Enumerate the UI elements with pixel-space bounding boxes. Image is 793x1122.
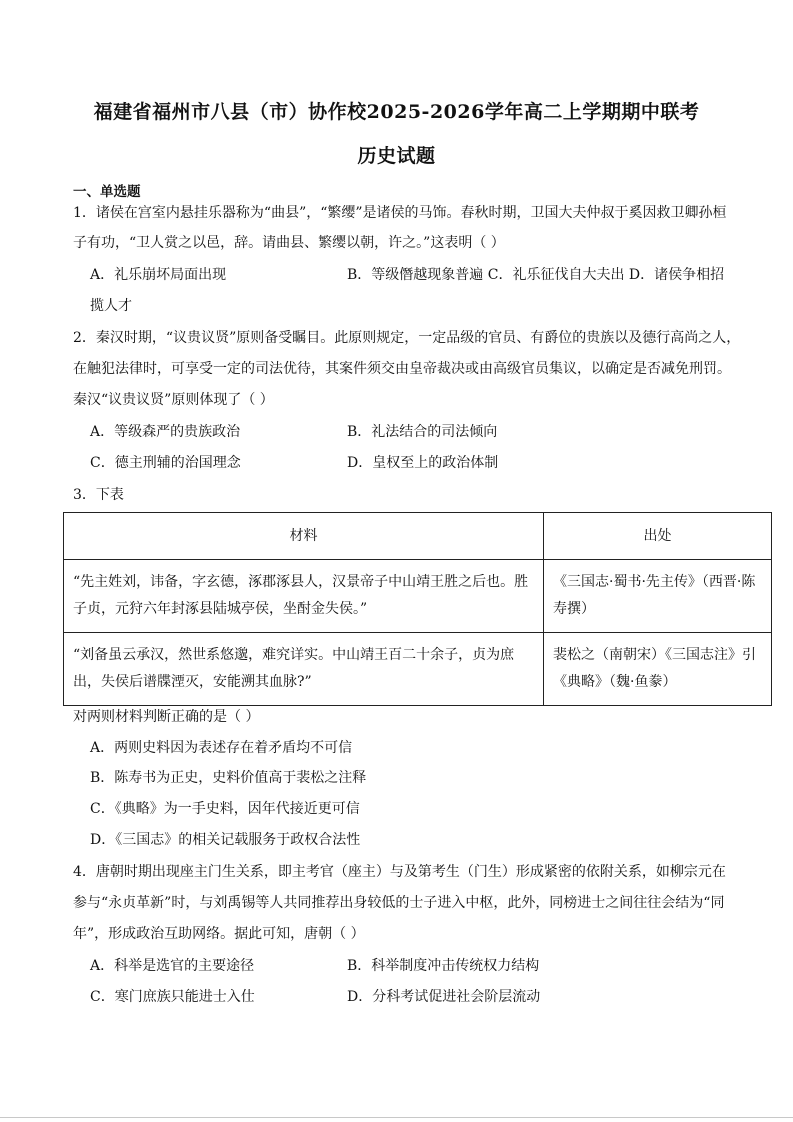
table-header-source: 出处 <box>544 513 772 560</box>
table-header-material: 材料 <box>64 513 544 560</box>
q2-option-c: C．德主刑辅的治国理念 <box>90 455 241 471</box>
q3-option-b: B．陈寿书为正史，史料价值高于裴松之注释 <box>90 770 367 786</box>
q4-stem-line-2: 参与“永贞革新”时，与刘禹锡等人共同推荐出身较低的士子进入中枢，此外，同榜进士之间往往会结为“同 <box>73 895 725 911</box>
table-cell-material: “刘备虽云承汉，然世系悠邈，难究详实。中山靖王百二十余子，贞为庶出，失侯后谱牒湮灭，安能溯其血脉?” <box>64 633 544 706</box>
q3-stem: 3．下表 <box>73 487 124 503</box>
q4-option-b: B．科举制度冲击传统权力结构 <box>347 958 540 974</box>
section-heading: 一、单选题 <box>73 184 141 200</box>
document-title: 福建省福州市八县（市）协作校2025-2026学年高二上学期期中联考 <box>93 101 700 123</box>
document-subtitle: 历史试题 <box>357 145 436 167</box>
table-cell-source: 《三国志·蜀书·先主传》（西晋·陈寿撰） <box>544 560 772 633</box>
q4-option-c: C．寒门庶族只能进士入仕 <box>90 989 255 1005</box>
q1-option-a: A．礼乐崩坏局面出现 <box>90 267 227 283</box>
q2-stem-line-3: 秦汉“议贵议贤”原则体现了（ ） <box>73 392 274 408</box>
table-row <box>64 560 772 633</box>
q3-option-a: A．两则史料因为表述存在着矛盾均不可信 <box>90 740 353 756</box>
q2-option-a: A．等级森严的贵族政治 <box>90 424 241 440</box>
q4-stem-line-1: 4．唐朝时期出现座主门生关系，即主考官（座主）与及第考生（门生）形成紧密的依附关系，如柳宗元在 <box>73 864 726 880</box>
q3-option-d: D．《三国志》的相关记载服务于政权合法性 <box>90 832 361 848</box>
q2-stem-line-2: 在触犯法律时，可享受一定的司法优待，其案件须交由皇帝裁决或由高级官员集议，以确定是否减免刑罚。 <box>73 361 731 377</box>
q3-option-c: C．《典略》为一手史料，因年代接近更可信 <box>90 801 360 817</box>
q1-stem-line-1: 1．诸侯在宫室内悬挂乐器称为“曲县”，“繁缨”是诸侯的马饰。春秋时期，卫国大夫仲叔于奚因救卫卿孙桓 <box>73 205 727 221</box>
source-table <box>63 512 772 706</box>
q4-option-d: D．分科考试促进社会阶层流动 <box>347 989 541 1005</box>
q4-option-a: A．科举是选官的主要途径 <box>90 958 255 974</box>
q2-option-b: B．礼法结合的司法倾向 <box>347 424 498 440</box>
table-cell-material: “先主姓刘，讳备，字玄德，涿郡涿县人，汉景帝子中山靖王胜之后也。胜子贞，元狩六年封涿县陆城亭侯，坐酎金失侯。” <box>64 560 544 633</box>
q2-option-d: D．皇权至上的政治体制 <box>347 455 499 471</box>
q4-stem-line-3: 年”，形成政治互助网络。据此可知，唐朝（ ） <box>73 926 365 942</box>
table-row <box>64 633 772 706</box>
q2-stem-line-1: 2．秦汉时期，“议贵议贤”原则备受瞩目。此原则规定，一定品级的官员、有爵位的贵族以及德行高尚之人， <box>73 330 741 346</box>
q1-stem-line-2: 子有功，“卫人赏之以邑，辞。请曲县、繁缨以朝，许之。”这表明（ ） <box>73 235 505 251</box>
page-bottom-divider <box>0 1117 793 1118</box>
q3-question: 对两则材料判断正确的是（ ） <box>73 709 260 725</box>
q1-option-continuation: 揽人才 <box>90 298 132 314</box>
table-header-row <box>64 513 772 560</box>
q1-options-bcd: B．等级僭越现象普遍 C．礼乐征伐自大夫出 D．诸侯争相招 <box>347 267 725 283</box>
table-cell-source: 裴松之（南朝宋）《三国志注》引《典略》（魏·鱼豢） <box>544 633 772 706</box>
